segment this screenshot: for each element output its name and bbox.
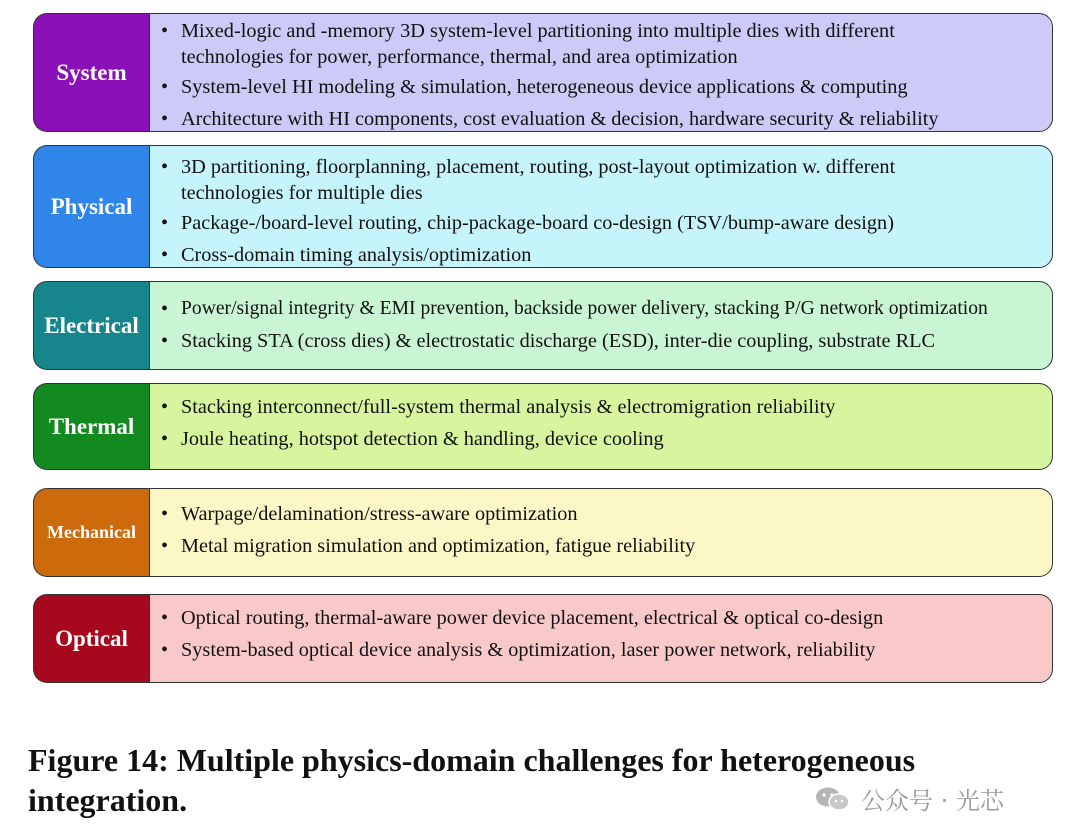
domain-box-thermal: [149, 383, 1053, 470]
bullet-item: • Joule heating, hotspot detection & handling, device cooling: [159, 426, 1038, 452]
domain-row-mechanical: [33, 488, 1053, 577]
domain-label-optical: Optical: [33, 594, 149, 683]
figure-caption: Figure 14: Multiple physics-domain challenges for heterogeneous integration.: [28, 742, 916, 818]
bullet-item: • Warpage/delamination/stress-aware optimization: [159, 501, 1038, 527]
domain-box-optical: [149, 594, 1053, 683]
domain-label-thermal: Thermal: [33, 383, 149, 470]
domain-row-thermal: [33, 383, 1053, 470]
bullet-item: • Mixed-logic and -memory 3D system-level partitioning into multiple dies with different technologies for power, performance, thermal, and area optimization: [159, 18, 1001, 70]
bullet-item: • Cross-domain timing analysis/optimization: [159, 242, 1038, 268]
bullet-item: • Architecture with HI components, cost evaluation & decision, hardware security & reliability: [159, 106, 1038, 132]
domain-box-mechanical: [149, 488, 1053, 577]
domain-row-optical: [33, 594, 1053, 683]
watermark: [813, 781, 1004, 816]
bullet-item: • 3D partitioning, floorplanning, placement, routing, post-layout optimization w. different technologies for multiple dies: [159, 154, 1001, 206]
domain-box-system: [149, 13, 1053, 132]
bullet-item: • Power/signal integrity & EMI prevention, backside power delivery, stacking P/G network optimization: [159, 296, 1038, 322]
domain-label-mechanical: Mechanical: [33, 488, 149, 577]
bullet-item: • Stacking STA (cross dies) & electrostatic discharge (ESD), inter-die coupling, substrate RLC: [159, 328, 1038, 354]
domain-row-system: [33, 13, 1053, 132]
bullet-item: • Package-/board-level routing, chip-package-board co-design (TSV/bump-aware design): [159, 210, 1038, 236]
domain-label-electrical: Electrical: [33, 281, 149, 370]
bullet-item: • Stacking interconnect/full-system thermal analysis & electromigration reliability: [159, 394, 1038, 420]
domain-label-physical: Physical: [33, 145, 149, 268]
domain-row-electrical: [33, 281, 1053, 370]
domain-row-physical: [33, 145, 1053, 268]
watermark-text: 公众号 · 光芯: [861, 787, 1004, 815]
domain-box-electrical: [149, 281, 1053, 370]
bullet-item: • System-based optical device analysis & optimization, laser power network, reliability: [159, 637, 1038, 663]
bullet-item: • System-level HI modeling & simulation, heterogeneous device applications & computing: [159, 74, 1038, 100]
wechat-icon: [813, 786, 853, 812]
bullet-item: • Metal migration simulation and optimization, fatigue reliability: [159, 533, 1038, 559]
domain-label-system: System: [33, 13, 149, 132]
domain-box-physical: [149, 145, 1053, 268]
bullet-item: • Optical routing, thermal-aware power device placement, electrical & optical co-design: [159, 605, 1038, 631]
